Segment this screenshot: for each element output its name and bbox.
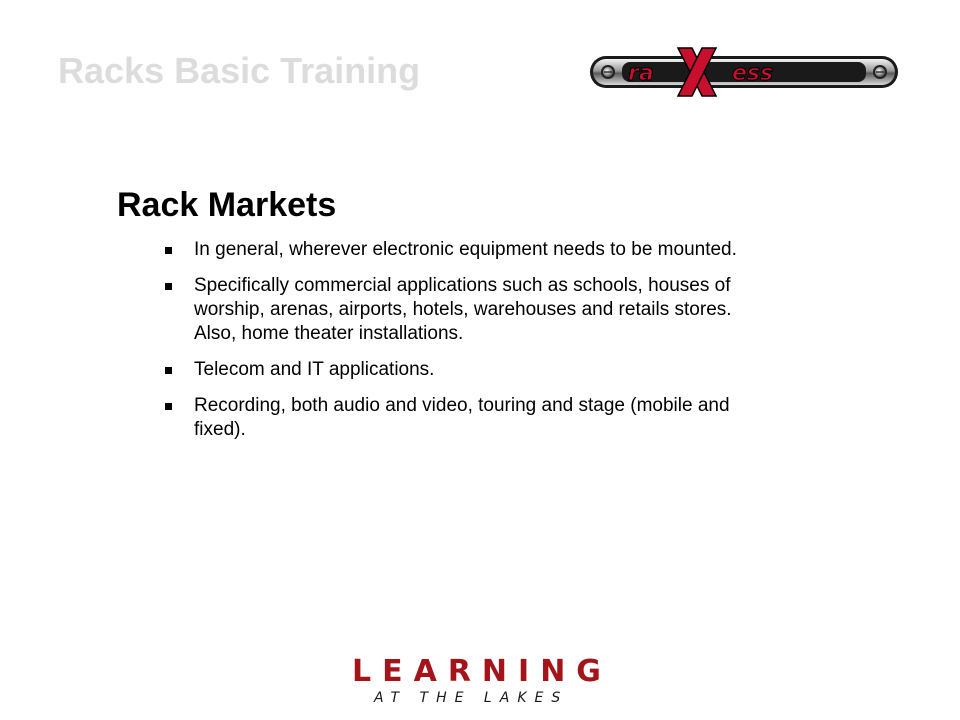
- square-bullet-icon: [165, 283, 172, 290]
- bullet-text: Recording, both audio and video, touring and stage (mobile and fixed).: [194, 395, 730, 440]
- bullet-text: Telecom and IT applications.: [194, 359, 435, 380]
- svg-text:ess: ess: [732, 61, 774, 86]
- bullet-list: [160, 238, 750, 454]
- bullet-item: [160, 394, 750, 442]
- learning-at-the-lakes-logo: [352, 648, 612, 712]
- bullet-item: [160, 274, 750, 346]
- slide-title: Rack Markets: [117, 186, 337, 224]
- bullet-item: [160, 238, 750, 262]
- header-title: Racks Basic Training: [58, 50, 421, 91]
- svg-text:ra: ra: [628, 61, 654, 86]
- bullet-item: [160, 358, 750, 382]
- bullet-text: Specifically commercial applications such as schools, houses of worship, arenas, airports, hotels, warehouses and retails stores. Also, home theater installations.: [194, 275, 732, 344]
- square-bullet-icon: [165, 247, 172, 254]
- raxess-logo: [588, 44, 900, 100]
- logo-line-lakes: AT THE LAKES: [374, 690, 569, 706]
- logo-line-learning: LEARNING: [352, 654, 612, 689]
- square-bullet-icon: [165, 367, 172, 374]
- bullet-text: In general, wherever electronic equipment needs to be mounted.: [194, 239, 737, 260]
- square-bullet-icon: [165, 403, 172, 410]
